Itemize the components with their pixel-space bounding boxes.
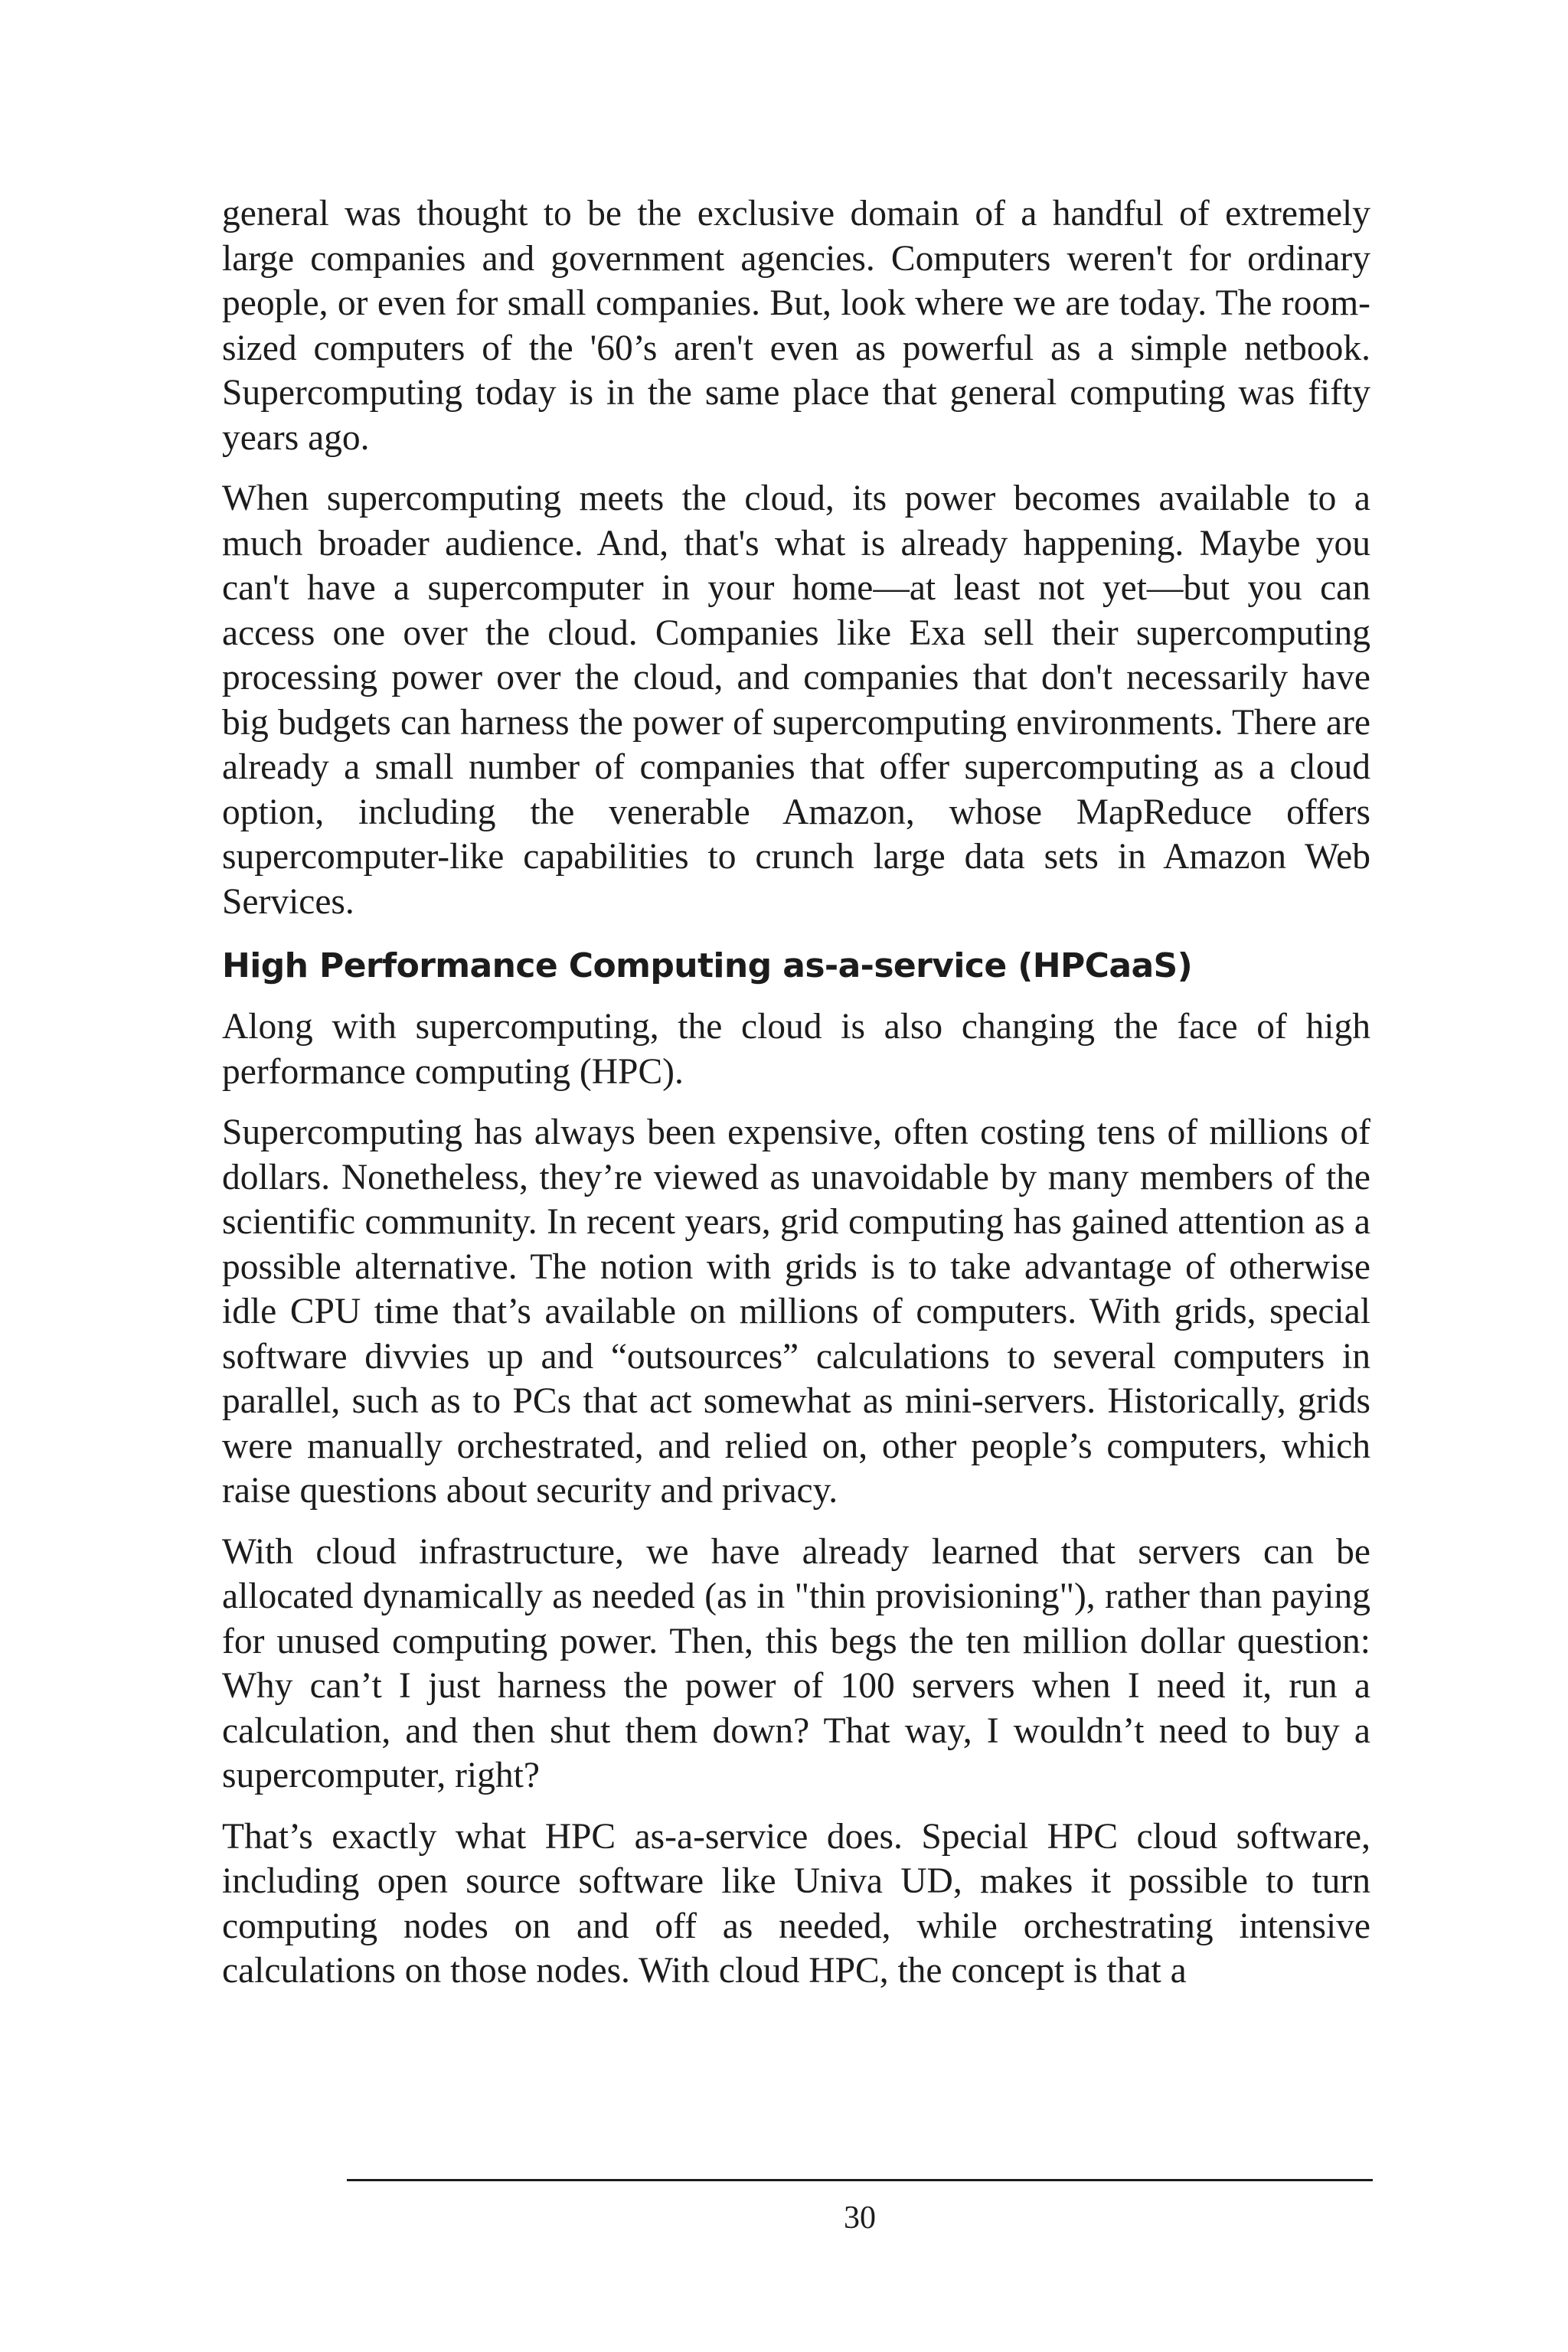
page-number: 30 — [844, 2200, 876, 2236]
paragraph-history-of-computing: general was thought to be the exclusive domain of a handful of extremely large companies and government agencies. Computers weren't for ordinary people, or even for small companies. But, look where we are today. The room-sized computers of the '60’s aren't even as powerful as a simple netbook. Supercomputing today is in the same place that general computing was fifty years ago. — [222, 194, 1370, 458]
paragraph-supercomputing-meets-cloud: When supercomputing meets the cloud, its power becomes available to a much broader audience. And, that's what is already happening. Maybe you can't have a supercomputer in your home—at least not yet—but you can access one over the cloud. Companies like Exa sell their supercomputing processing power over the cloud, and companies that don't necessarily have big budgets can harness the power of supercomputing environments. There are already a small number of companies that offer supercomputing as a cloud option, including the venerable Amazon, whose MapReduce offers supercomputer-like capabilities to crunch large data sets in Amazon Web Services. — [222, 479, 1370, 922]
paragraph-cloud-infrastructure: With cloud infrastructure, we have already learned that servers can be allocated dynamically as needed (as in "thin provisioning"), rather than paying for unused computing power. Then, this begs the ten million dollar question: Why can’t I just harness the power of 100 servers when I need it, run a calculation, and then shut them down? That way, I wouldn’t need to buy a supercomputer, right? — [222, 1531, 1370, 1795]
footer-rule — [347, 2179, 1373, 2181]
page-body — [222, 191, 1370, 2151]
paragraph-hpc-intro: Along with supercomputing, the cloud is also changing the face of high performance computing (HPC). — [222, 1007, 1370, 1092]
paragraph-hpc-as-a-service: That’s exactly what HPC as-a-service does. Special HPC cloud software, including open source software like Univa UD, makes it possible to turn computing nodes on and off as needed, while orchestrating intensive calculations on those nodes. With cloud HPC, the concept is that a — [222, 1816, 1370, 1991]
paragraph-grid-computing: Supercomputing has always been expensive, often costing tens of millions of dollars. Nonetheless, they’re viewed as unavoidable by many members of the scientific community. In recent years, grid computing has gained attention as a possible alternative. The notion with grids is to take advantage of otherwise idle CPU time that’s available on millions of computers. With grids, special software divvies up and “outsources” calculations to several computers in parallel, such as to PCs that act somewhat as mini-servers. Historically, grids were manually orchestrated, and relied on, other people’s computers, which raise questions about security and privacy. — [222, 1112, 1370, 1511]
section-heading-hpcaas: High Performance Computing as-a-service (HPCaaS) — [222, 946, 1193, 985]
